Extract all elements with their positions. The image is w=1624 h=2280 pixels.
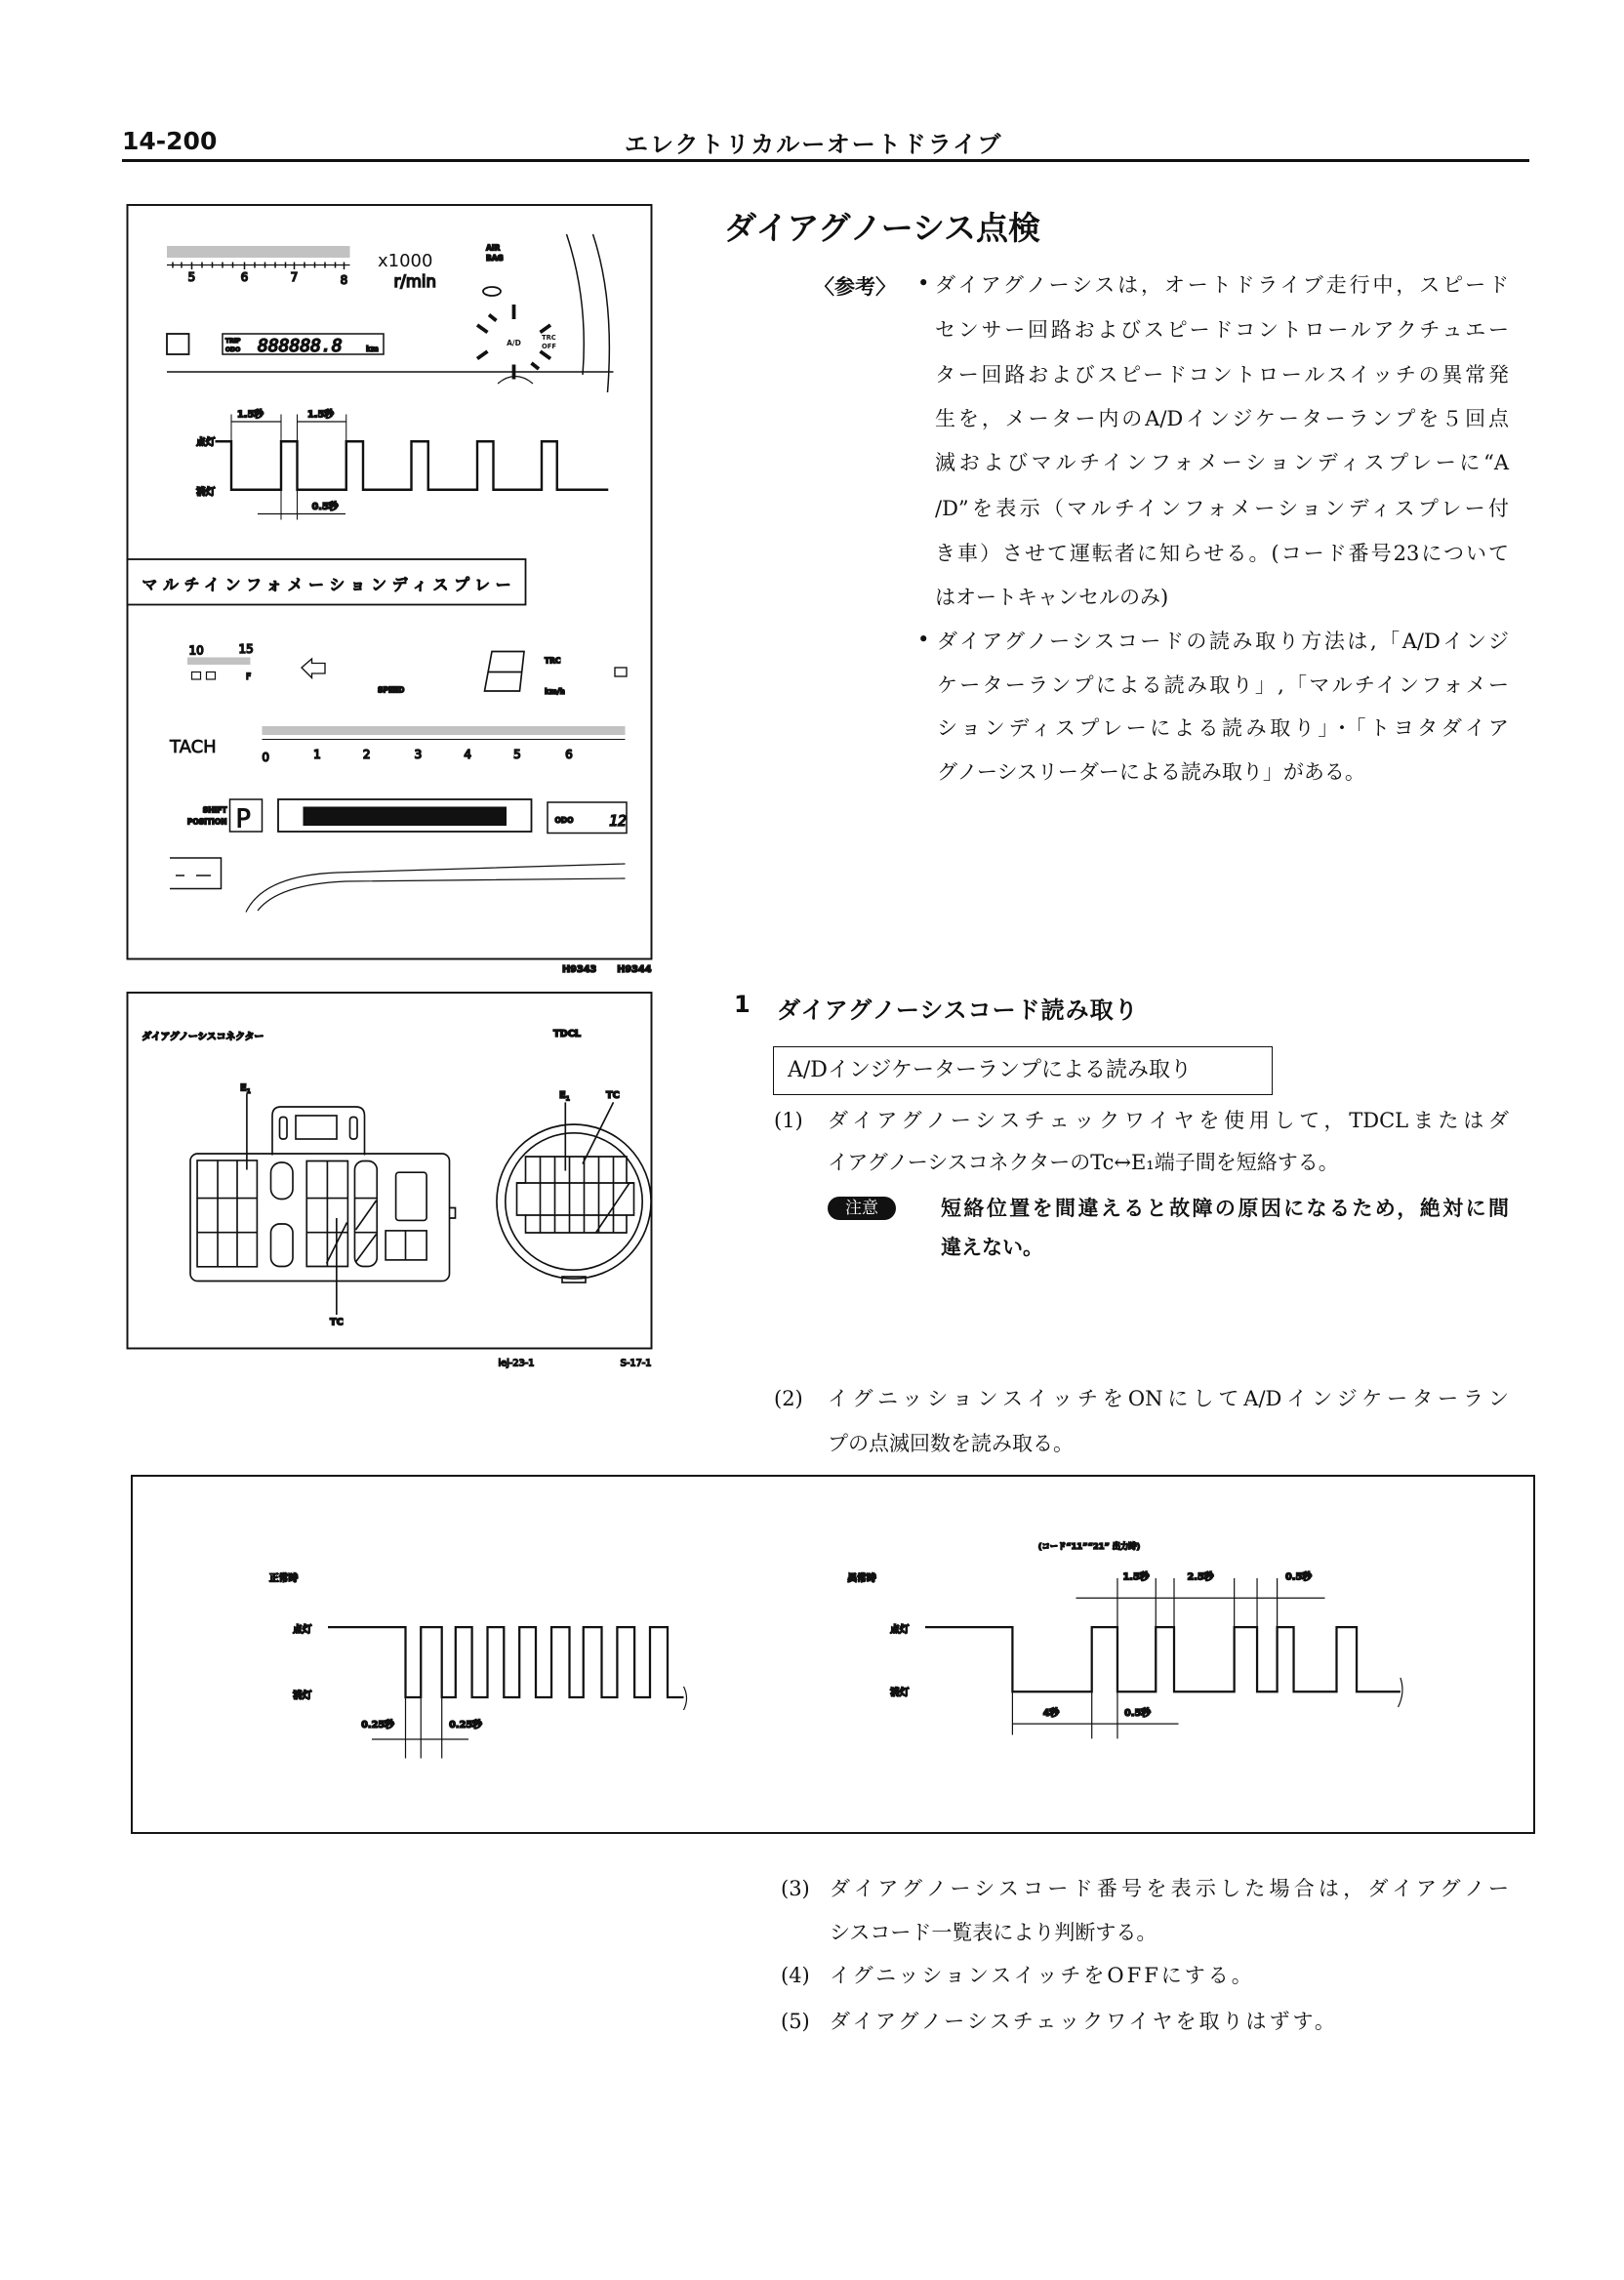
text-line: 生を，メーター内のA/Dインジケーターランプを５回点 bbox=[935, 407, 1509, 430]
airbag-label: BAG bbox=[486, 254, 504, 264]
abnormal-waveform bbox=[848, 1541, 1402, 1738]
trc-off-label: TRC bbox=[542, 334, 556, 343]
text-line: ダイアグノーシスは，オートドライブ走行中，スピード bbox=[935, 273, 1509, 297]
text-line: ダイアグノーシスチェックワイヤを取りはずす。 bbox=[830, 2010, 1338, 2033]
tach-label: TACH bbox=[170, 737, 217, 758]
rpm-tick: 5 bbox=[187, 270, 196, 285]
text-line: イアグノーシスコネクターのTc↔E₁端子間を短絡する。 bbox=[828, 1151, 1339, 1174]
trc-label: TRC bbox=[545, 656, 561, 666]
trip-label: TRIP bbox=[225, 338, 241, 346]
figure-id: H9344 bbox=[617, 964, 652, 976]
chapter-title: エレクトリカルーオートドライブ bbox=[625, 131, 1003, 158]
text-line: プの点滅回数を読み取る。 bbox=[828, 1432, 1074, 1455]
text-line: ダイアグノーシスコードの読み取り方法は,「A/Dインジ bbox=[937, 630, 1509, 653]
on-label: 点灯 bbox=[293, 1624, 312, 1636]
reference-label: 〈参考〉 bbox=[814, 275, 896, 299]
fuel-tick: 15 bbox=[238, 642, 254, 657]
tach-tick: 6 bbox=[565, 748, 573, 762]
airbag-label: AIR bbox=[486, 243, 501, 253]
multi-info-display bbox=[169, 642, 627, 913]
figure-meter-display bbox=[128, 205, 652, 975]
bullet-dot: • bbox=[917, 628, 930, 651]
text-line: はオートキャンセルのみ) bbox=[935, 586, 1169, 609]
tach-tick: 3 bbox=[414, 748, 423, 762]
off-label: 消灯 bbox=[890, 1688, 910, 1699]
caution-text: 短絡位置を間違えると故障の原因になるため，絶対に間 bbox=[941, 1197, 1509, 1220]
shift-label: POSITION bbox=[186, 817, 227, 827]
tach-tick: 4 bbox=[464, 748, 472, 762]
rpm-tick: 8 bbox=[340, 273, 348, 288]
fuel-tick: 10 bbox=[188, 643, 204, 658]
fuel-full-label: F bbox=[246, 672, 252, 683]
e1-terminal-label: $E_1$ bbox=[240, 1082, 251, 1095]
gear-indicator: P bbox=[235, 804, 251, 835]
tach-tick: 2 bbox=[362, 748, 371, 762]
figure-connectors bbox=[128, 993, 652, 1369]
tc-terminal-label: TC bbox=[329, 1317, 344, 1328]
diag-connector-label: ダイアグノーシスコネクター bbox=[142, 1032, 264, 1043]
item-number: (3) bbox=[781, 1877, 810, 1900]
text-line: イグニッションスイッチをONにしてA/Dインジケーターラン bbox=[828, 1387, 1509, 1410]
text-line: ダイアグノーシスチェックワイヤを使用して，TDCLまたはダ bbox=[828, 1109, 1509, 1132]
rpm-multiplier: x1000 bbox=[378, 251, 433, 272]
shift-label: SHIFT bbox=[202, 805, 227, 815]
fuel-pump-icon bbox=[192, 672, 201, 680]
duration-label: 1.5秒 bbox=[306, 409, 335, 421]
normal-waveform bbox=[269, 1571, 687, 1759]
figure-id: lej-23-1 bbox=[498, 1358, 535, 1369]
item-number: (2) bbox=[774, 1387, 803, 1410]
page-number: 14-200 bbox=[122, 127, 218, 155]
tach-tick: 1 bbox=[313, 748, 321, 762]
e1-terminal-label: $E_1$ bbox=[559, 1090, 570, 1103]
tc-terminal-label: TC bbox=[606, 1090, 620, 1102]
ad-lamp-label: A/D bbox=[507, 339, 521, 348]
fuel-pump-icon bbox=[207, 672, 216, 680]
text-line: ター回路およびスピードコントロールスイッチの異常発 bbox=[935, 363, 1509, 387]
tdcl-connector bbox=[497, 1102, 651, 1282]
odometer-display bbox=[223, 334, 384, 356]
duration-label: 1.5秒 bbox=[1122, 1571, 1150, 1583]
on-label: 点灯 bbox=[890, 1624, 910, 1636]
normal-label: 正常時 bbox=[269, 1573, 299, 1585]
duration-label: 0.5秒 bbox=[1123, 1708, 1152, 1720]
text-line: 滅およびマルチインフォメーションディスプレーに“A bbox=[935, 451, 1509, 474]
item-number: (4) bbox=[781, 1964, 810, 1987]
method-box-label: A/Dインジケーターランプによる読み取り bbox=[788, 1058, 1192, 1082]
figure-id: H9343 bbox=[562, 964, 597, 976]
text-line: ケーターランプによる読み取り」,「マルチインフォメー bbox=[937, 673, 1509, 697]
figure-id: S-17-1 bbox=[620, 1358, 652, 1369]
off-label: 消灯 bbox=[293, 1690, 312, 1702]
item-number: (1) bbox=[774, 1109, 803, 1132]
odo-label: ODO bbox=[554, 816, 574, 826]
code-note: (コード“11”“21” 出力時) bbox=[1037, 1541, 1141, 1552]
text-line: グノーシスリーダーによる読み取り」がある。 bbox=[937, 760, 1365, 784]
duration-label: 4秒 bbox=[1042, 1708, 1060, 1720]
text-line: センサー回路およびスピードコントロールアクチュエー bbox=[935, 318, 1509, 342]
text-line: /D”を表示（マルチインフォメーションディスプレー付 bbox=[935, 497, 1509, 520]
step-title: ダイアグノーシスコード読み取り bbox=[777, 997, 1139, 1024]
figure-blink-patterns bbox=[132, 1476, 1534, 1833]
bullet-dot: • bbox=[917, 271, 930, 295]
speed-digit bbox=[485, 652, 525, 692]
abnormal-label: 異常時 bbox=[847, 1573, 876, 1585]
duration-label: 0.5秒 bbox=[311, 502, 339, 513]
duration-label: 0.25秒 bbox=[361, 1720, 394, 1731]
speed-unit: km/h bbox=[545, 687, 565, 697]
text-line: シスコード一覧表により判断する。 bbox=[830, 1921, 1157, 1944]
text-line: ダイアグノーシスコード番号を表示した場合は，ダイアグノー bbox=[830, 1877, 1509, 1900]
rpm-tick: 6 bbox=[240, 270, 249, 285]
text-line: イグニッションスイッチをOFFにする。 bbox=[830, 1964, 1255, 1987]
text-line: き車）させて運転者に知らせる。(コード番号23について bbox=[935, 542, 1509, 565]
odometer-value: 888888.8 bbox=[258, 336, 343, 357]
ad-indicator-lamp-icon bbox=[477, 287, 556, 384]
on-label: 点灯 bbox=[196, 437, 216, 449]
text-line: ションディスプレーによる読み取り」・「トヨタダイア bbox=[937, 716, 1509, 740]
tdcl-label: TDCL bbox=[553, 1029, 582, 1040]
rpm-unit: r/min bbox=[393, 272, 436, 292]
odo-label: ODO bbox=[225, 346, 241, 354]
duration-label: 1.5秒 bbox=[236, 409, 264, 421]
diagnosis-connector bbox=[190, 1094, 456, 1316]
odometer-unit: km bbox=[366, 345, 379, 354]
item-number: (5) bbox=[781, 2010, 810, 2033]
caution-text: 違えない。 bbox=[941, 1236, 1043, 1259]
off-label: 消灯 bbox=[196, 487, 216, 499]
multi-info-display-label: マルチインフォメーションディスプレー bbox=[142, 575, 511, 594]
rpm-scale bbox=[167, 246, 350, 287]
speed-label: SPEED bbox=[378, 685, 405, 695]
duration-label: 0.5秒 bbox=[1284, 1571, 1313, 1583]
caution-badge: 注意 bbox=[828, 1197, 896, 1220]
duration-label: 2.5秒 bbox=[1187, 1571, 1214, 1583]
section-title: ダイアグノーシス点検 bbox=[724, 209, 1041, 247]
trc-off-label: OFF bbox=[542, 343, 556, 351]
step-number: 1 bbox=[734, 991, 751, 1018]
rpm-tick: 7 bbox=[290, 270, 299, 285]
tach-tick: 0 bbox=[262, 751, 270, 765]
blink-waveform bbox=[196, 408, 608, 520]
arrow-left-icon bbox=[302, 659, 325, 678]
tach-tick: 5 bbox=[513, 748, 521, 762]
duration-label: 0.25秒 bbox=[449, 1720, 482, 1731]
odo-value: 12 bbox=[609, 812, 628, 831]
